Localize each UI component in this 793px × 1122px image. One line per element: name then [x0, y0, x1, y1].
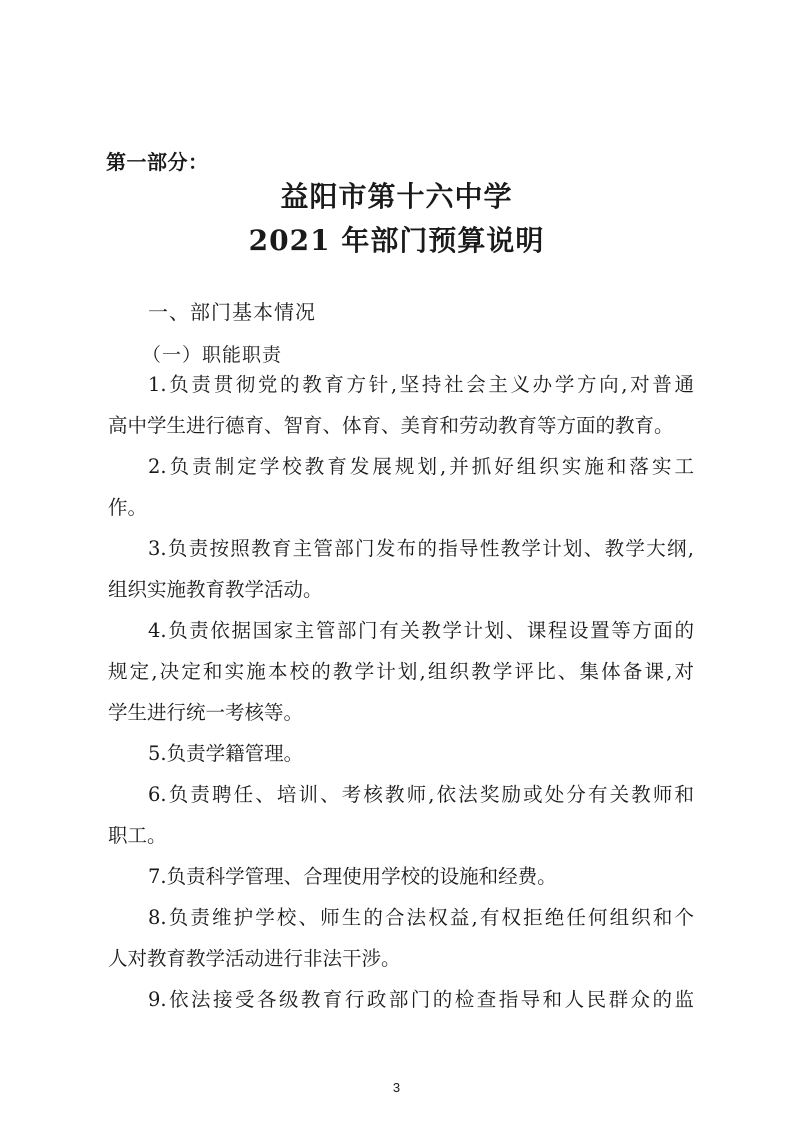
paragraph-line: 6.负责聘任、培训、考核教师,依法奖励或处分有关教师和	[148, 783, 694, 806]
paragraph-line: 8.负责维护学校、师生的合法权益,有权拒绝任何组织和个	[148, 906, 694, 929]
paragraph-line: 9.依法接受各级教育行政部门的检查指导和人民群众的监	[148, 988, 694, 1011]
section-heading: 一、部门基本情况	[148, 300, 316, 324]
paragraph-line: 人对教育教学活动进行非法干涉。	[108, 947, 401, 970]
paragraph-line: 作。	[108, 496, 148, 519]
paragraph-line: 职工。	[108, 824, 167, 847]
paragraph-line: 规定,决定和实施本校的教学计划,组织教学评比、集体备课,对	[108, 660, 694, 683]
paragraph-line: 3.负责按照教育主管部门发布的指导性教学计划、教学大纲,	[148, 537, 694, 560]
part-label: 第一部分：	[106, 150, 209, 174]
document-title-line-2: 2021 年部门预算说明	[248, 224, 545, 257]
paragraph-line: 高中学生进行德育、智育、体育、美育和劳动教育等方面的教育。	[108, 414, 674, 437]
document-title-line-1: 益阳市第十六中学	[280, 180, 513, 213]
paragraph-line: 7.负责科学管理、合理使用学校的设施和经费。	[148, 865, 557, 888]
paragraph-line: 学生进行统一考核等。	[108, 701, 304, 724]
sub-heading: （一）职能职责	[142, 344, 283, 366]
paragraph-line: 2.负责制定学校教育发展规划,并抓好组织实施和落实工	[148, 455, 694, 478]
page-number: 3	[392, 1080, 401, 1095]
paragraph-line: 5.负责学籍管理。	[148, 742, 304, 765]
paragraph-line: 1.负责贯彻党的教育方针,坚持社会主义办学方向,对普通	[148, 373, 694, 396]
paragraph-line: 组织实施教育教学活动。	[108, 578, 323, 601]
paragraph-line: 4.负责依据国家主管部门有关教学计划、课程设置等方面的	[148, 619, 694, 642]
